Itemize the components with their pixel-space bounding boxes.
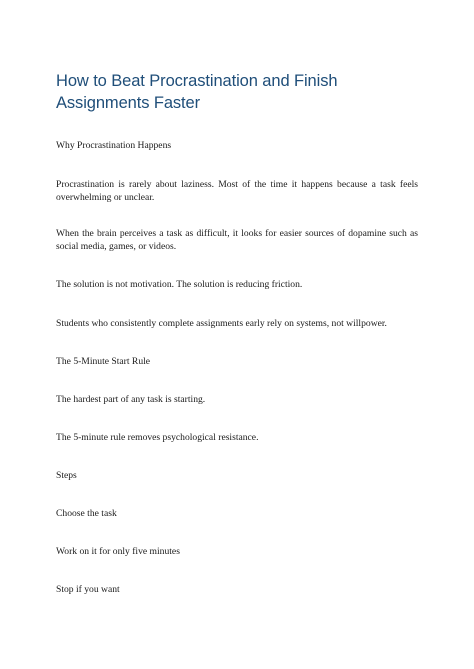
step-stop-if-you-want: Stop if you want bbox=[56, 584, 120, 595]
section-heading-why-procrastination: Why Procrastination Happens bbox=[56, 140, 172, 151]
paragraph-friction: The solution is not motivation. The solution is reducing friction. bbox=[56, 279, 303, 290]
paragraph-dopamine: When the brain perceives a task as difficult, it looks for easier sources of dopamine such as social media, games, or videos. bbox=[56, 228, 418, 252]
paragraph-resistance: The 5-minute rule removes psychological resistance. bbox=[56, 432, 259, 443]
section-heading-steps: Steps bbox=[56, 470, 77, 481]
step-choose-task: Choose the task bbox=[56, 508, 117, 519]
paragraph-laziness: Procrastination is rarely about laziness. Most of the time it happens because a task feels overwhelming or unclear. bbox=[56, 179, 418, 203]
section-heading-five-minute-rule: The 5-Minute Start Rule bbox=[56, 356, 151, 367]
paragraph-systems: Students who consistently complete assignments early rely on systems, not willpower. bbox=[56, 318, 387, 329]
step-work-five-minutes: Work on it for only five minutes bbox=[56, 546, 180, 557]
paragraph-starting: The hardest part of any task is starting. bbox=[56, 394, 206, 405]
document-title: How to Beat Procrastination and Finish Assignments Faster bbox=[56, 72, 338, 112]
